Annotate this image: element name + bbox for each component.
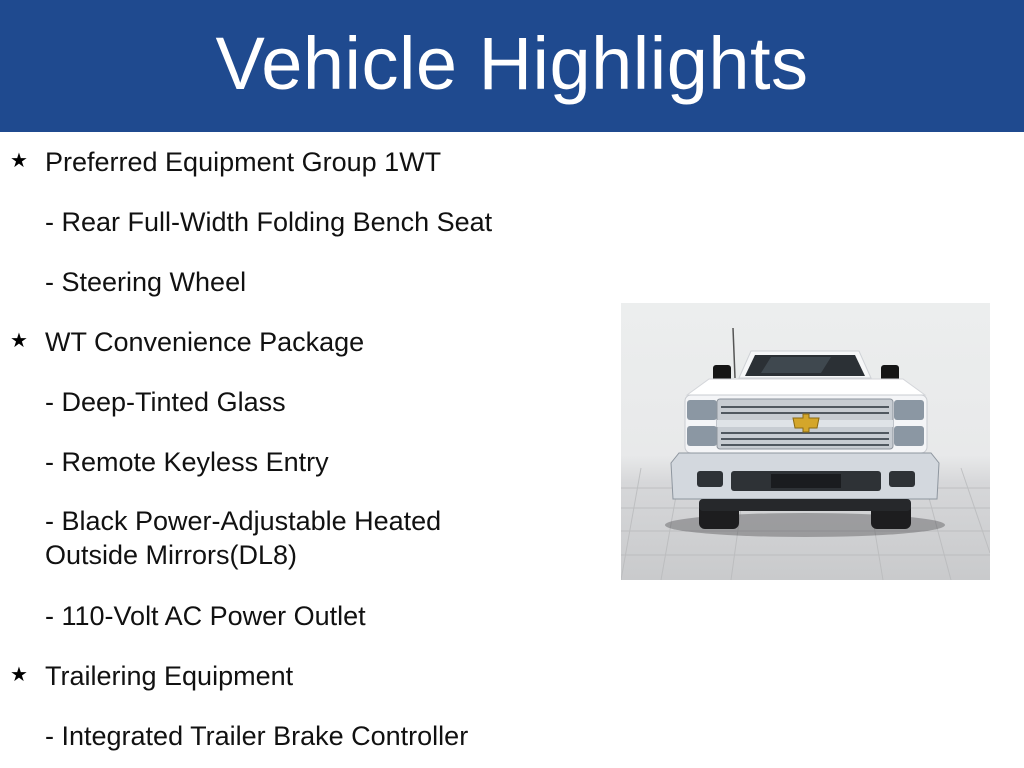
pickup-truck-image: [621, 303, 990, 580]
list-item: Trailering Equipment: [45, 661, 294, 691]
list-item: - Rear Full-Width Folding Bench Seat: [45, 207, 493, 237]
title-banner: [0, 0, 1024, 132]
list-item: - Integrated Trailer Brake Controller: [45, 721, 469, 751]
star-icon: ★: [10, 664, 28, 686]
list-item: WT Convenience Package: [45, 327, 365, 357]
star-icon: ★: [10, 150, 28, 172]
list-item: - Black Power-Adjustable Heated: [45, 506, 442, 536]
list-item: - Remote Keyless Entry: [45, 447, 329, 477]
list-item: - Deep-Tinted Glass: [45, 387, 286, 417]
list-item-continuation: Outside Mirrors(DL8): [45, 540, 298, 570]
vehicle-photo: [621, 303, 990, 580]
list-item: Preferred Equipment Group 1WT: [45, 147, 442, 177]
star-icon: ★: [10, 330, 28, 352]
list-item: - 110-Volt AC Power Outlet: [45, 601, 366, 631]
page-title: Vehicle Highlights: [215, 22, 809, 105]
list-item: - Steering Wheel: [45, 267, 247, 297]
